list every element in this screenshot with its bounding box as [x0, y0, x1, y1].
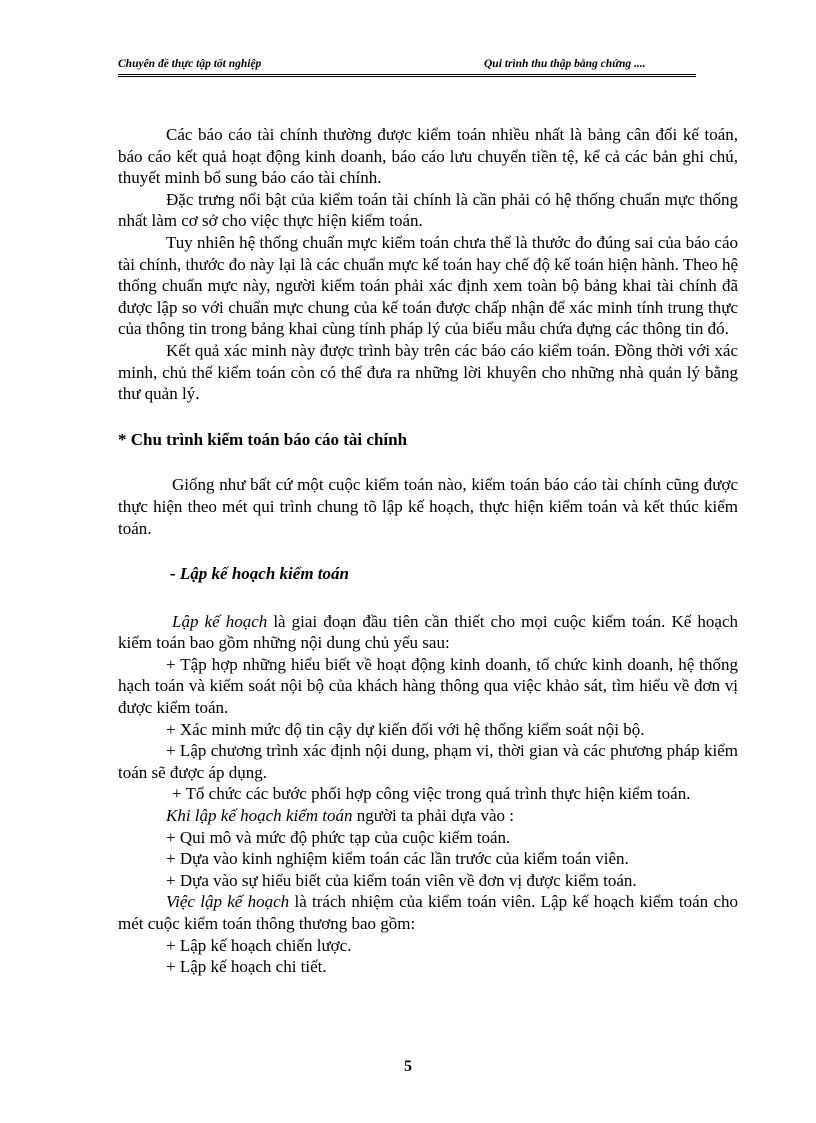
header-left-title: Chuyên đề thực tập tốt nghiệp [118, 58, 262, 70]
section-intro: Giống như bất cứ một cuộc kiểm toán nào, kiểm toán báo cáo tài chính cũng được thực hiện theo mét qui trình chung tõ lập kế hoạch, thực hiện kiểm toán và kết thúc kiểm toán. [118, 475, 738, 538]
basis-item: + Qui mô và mức độ phức tạp của cuộc kiểm toán. [166, 827, 511, 847]
paragraph-3: Tuy nhiên hệ thống chuẩn mực kiểm toán chưa thể là thước đo đúng sai của báo cáo tài chính, thước đo này lại là các chuẩn mực kế toán hay chế độ kế toán hiện hành. Theo hệ thống chuẩn mực này, người kiểm toán phải xác định xem toàn bộ bảng khai tài chính đã được lập so với chuẩn mực chung của kế toán được chấp nhận để xác minh tính trung thực của thông tin trong bảng khai cùng tính pháp lý của biểu mẫu chứa đựng các thông tin đó. [118, 232, 738, 339]
basis-item: + Dựa vào sự hiểu biết của kiểm toán viên về đơn vị được kiểm toán. [166, 870, 637, 890]
responsibility-term: Việc lập kế hoạch [166, 892, 290, 912]
plan-intro-term: Lập kế hoạch [172, 611, 268, 631]
paragraph-2: Đặc trưng nổi bật của kiểm toán tài chính là cần phải có hệ thống chuẩn mực thống nhất làm cơ sở cho việc thực hiện kiểm toán. [118, 189, 738, 231]
body-text [118, 124, 738, 978]
plan-item: + Xác minh mức độ tin cậy dự kiến đối với hệ thống kiểm soát nội bộ. [166, 719, 645, 739]
page-number: 5 [404, 1058, 412, 1075]
section-heading: * Chu trình kiểm toán báo cáo tài chính [118, 429, 408, 449]
plan-item: + Tổ chức các bước phối hợp công việc trong quá trình thực hiện kiểm toán. [172, 784, 691, 804]
basis-item: + Dựa vào kinh nghiệm kiểm toán các lần trước của kiểm toán viên. [166, 849, 629, 869]
paragraph-4: Kết quả xác minh này được trình bày trên các báo cáo kiểm toán. Đồng thời với xác minh, chủ thể kiểm toán còn có thể đưa ra những lời khuyên cho những nhà quản lý bằng thư quản lý. [118, 340, 738, 404]
running-header [118, 56, 696, 75]
responsibility-item: + Lập kế hoạch chi tiết. [166, 957, 327, 977]
plan-item: + Tập hợp những hiểu biết về hoạt động kinh doanh, tổ chức kinh doanh, hệ thống hạch toán và kiểm soát nội bộ của khách hàng thông qua việc khảo sát, tìm hiểu về đơn vị được kiểm toán. [118, 654, 738, 718]
responsibility-paragraph [118, 891, 738, 934]
basis-text: người ta phải dựa vào : [352, 806, 514, 826]
responsibility-text: là trách nhiệm của kiểm toán viên. Lập kế hoạch kiểm toán cho mét cuộc kiểm toán thông thương bao gồm: [118, 892, 738, 933]
plan-intro-text: là giai đoạn đầu tiên cần thiết cho mọi cuộc kiểm toán. Kế hoạch kiểm toán bao gồm những nội dung chủ yếu sau: [118, 611, 738, 653]
basis-term: Khi lập kế hoạch kiểm toán [166, 806, 353, 826]
header-right-title: Qui trình thu thập bằng chứng .... [484, 58, 646, 70]
header-rule [118, 76, 696, 77]
responsibility-item: + Lập kế hoạch chiến lược. [166, 935, 352, 955]
subsection-heading: - Lập kế hoạch kiểm toán [170, 564, 349, 584]
plan-item: + Lập chương trình xác định nội dung, phạm vi, thời gian và các phương pháp kiểm toán sẽ được áp dụng. [118, 741, 738, 782]
basis-paragraph [118, 805, 738, 827]
paragraph-1: Các báo cáo tài chính thường được kiểm toán nhiều nhất là bảng cân đối kế toán, báo cáo kết quả hoạt động kinh doanh, báo cáo lưu chuyển tiền tệ, kể cả các bản ghi chú, thuyết minh bổ sung báo cáo tài chính. [118, 125, 738, 188]
plan-intro-paragraph [118, 611, 738, 654]
